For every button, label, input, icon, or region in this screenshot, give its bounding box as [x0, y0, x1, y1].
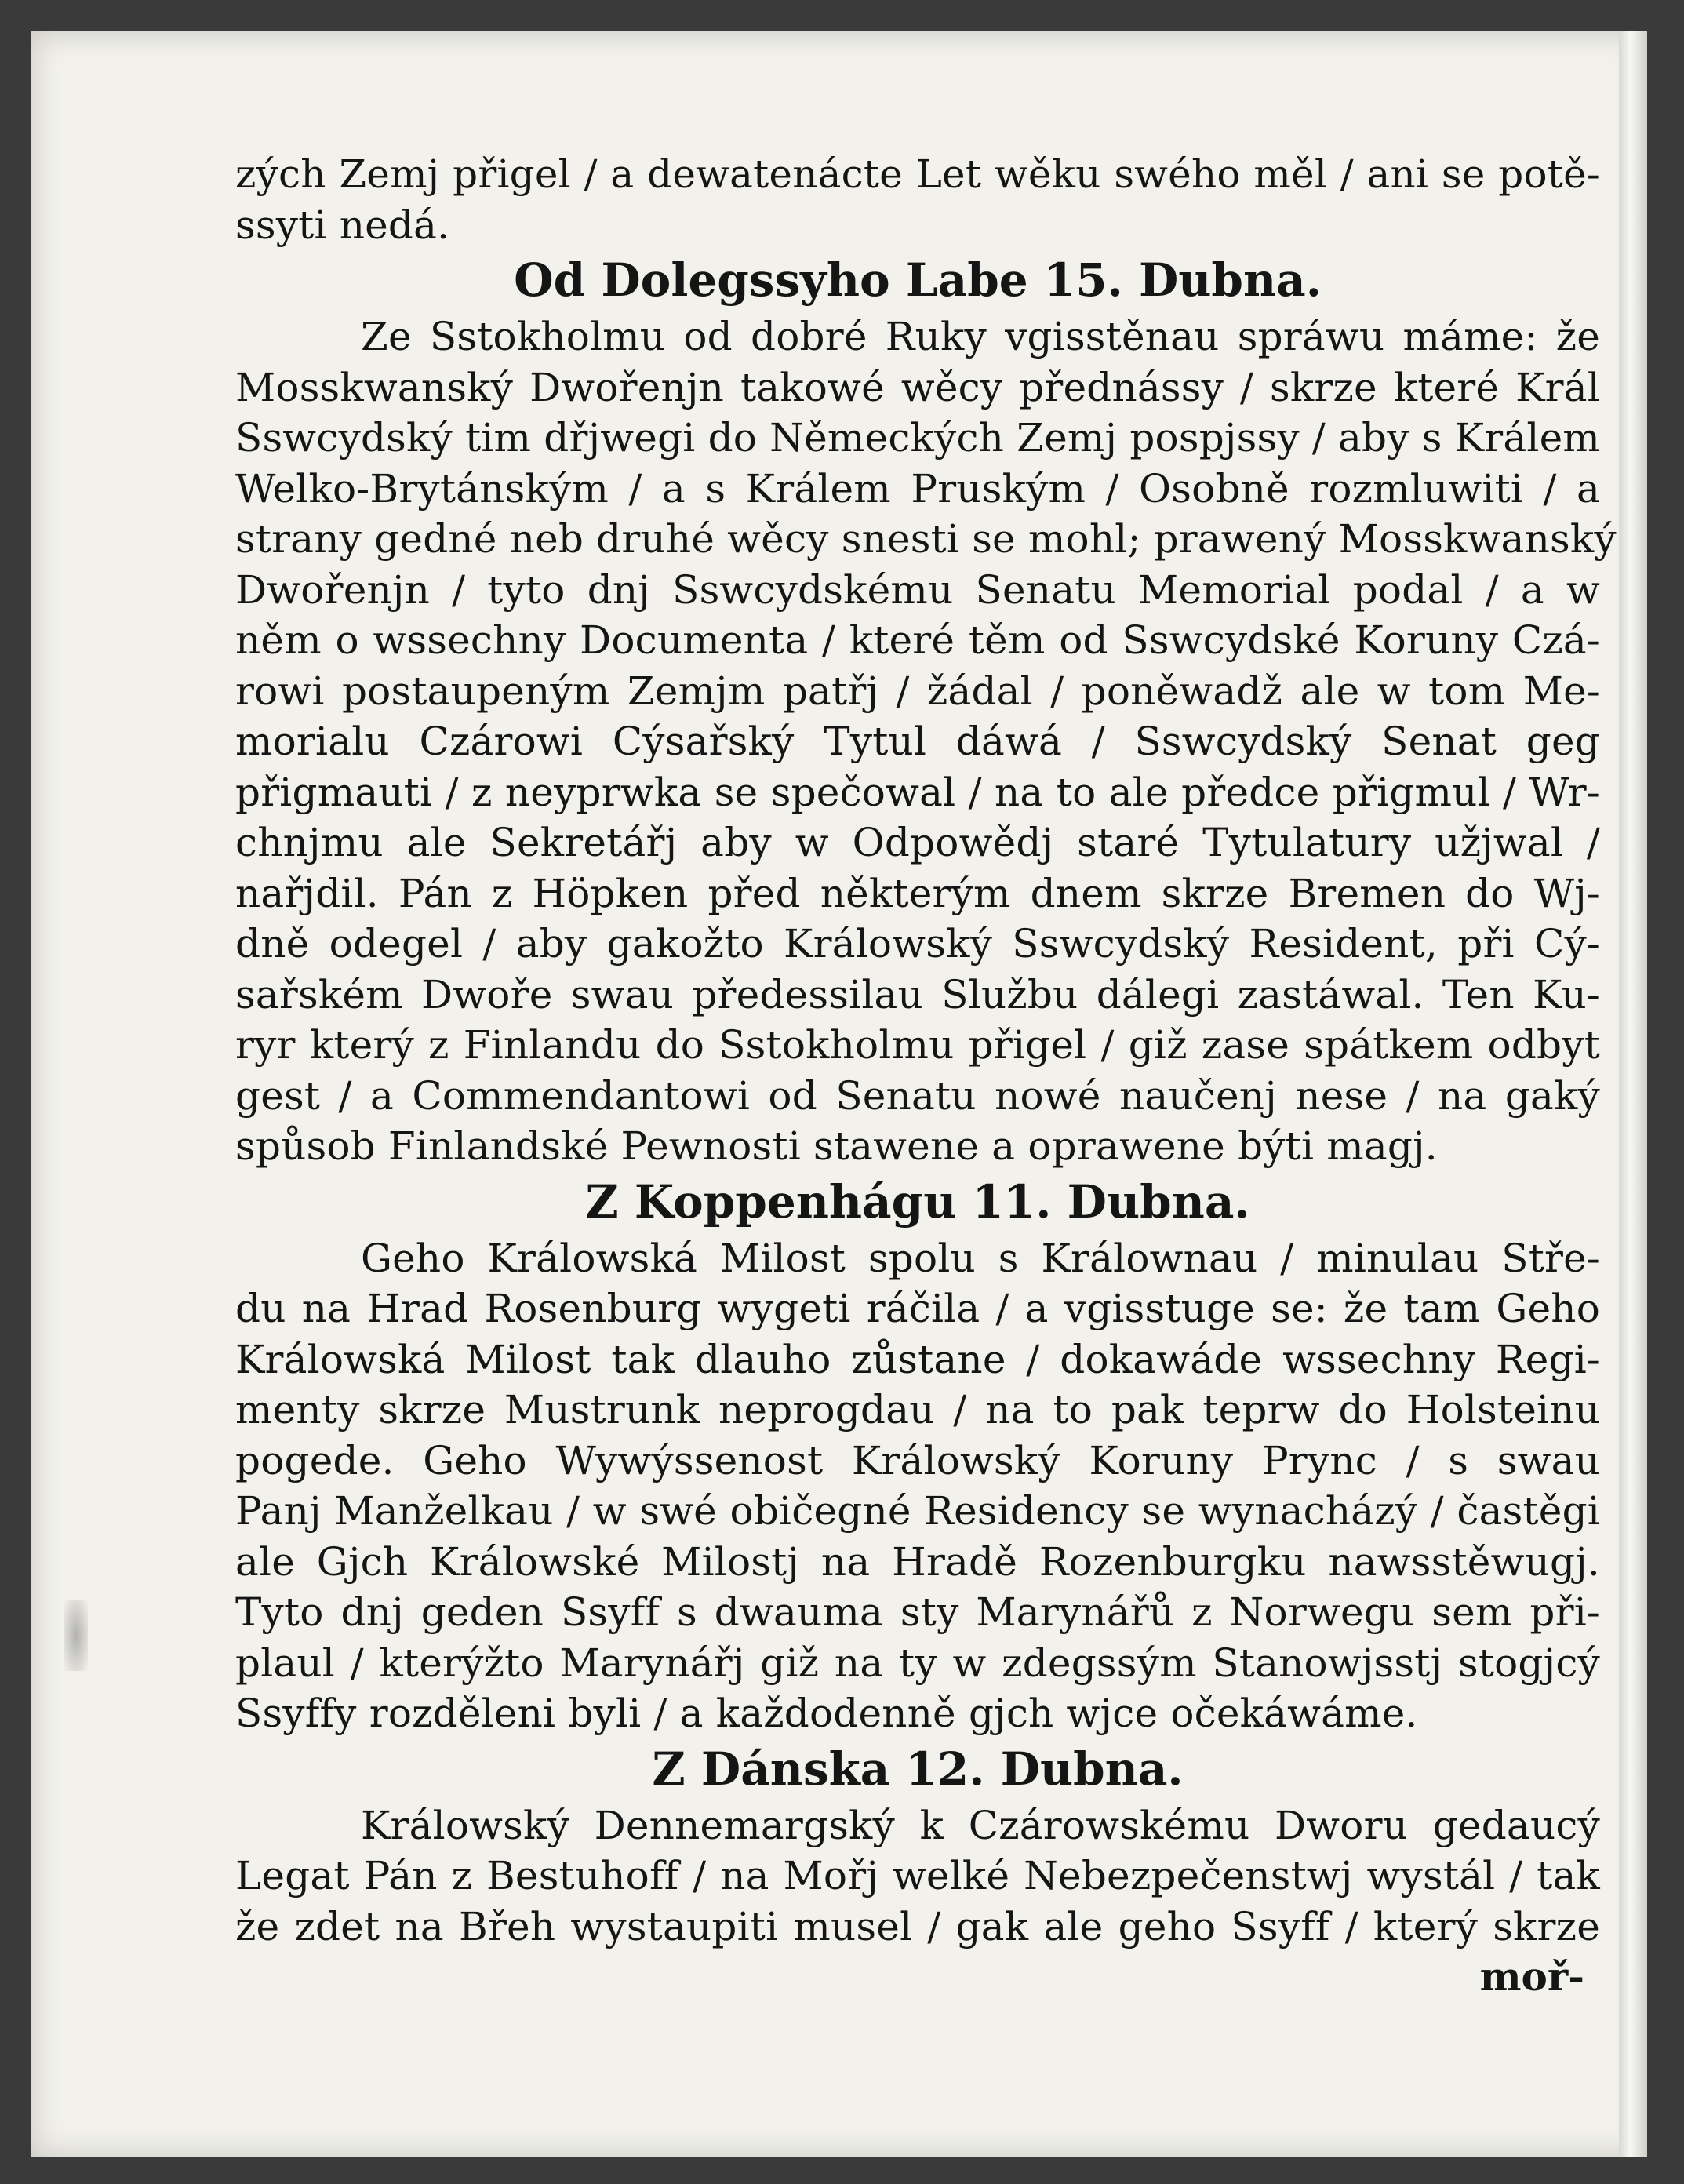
document-page	[31, 31, 1647, 2157]
text-line: pogede. Geho Wywýssenost Králowský Koruny Prync / s swau	[235, 1437, 1600, 1483]
text-line: dně odegel / aby gakožto Králowský Sswcydský Resident, při Cý-	[235, 921, 1600, 966]
text-line: strany gedné neb druhé wěcy snesti se mohl; prawený Mosskwanský	[235, 516, 1617, 562]
text-line: morialu Czárowi Cýsařský Tytul dáwá / Sswcydský Senat geg	[235, 719, 1600, 764]
text-line: chnjmu ale Sekretářj aby w Odpowědj staré Tytulatury užjwal /	[235, 820, 1600, 865]
text-line: ryr který z Finlandu do Sstokholmu přigel / giž zase spátkem odbyt	[235, 1022, 1600, 1068]
text-line: že zdet na Břeh wystaupiti musel / gak ale geho Ssyff / který skrze	[235, 1903, 1600, 1949]
text-line: Králowský Dennemargský k Czárowskému Dworu gedaucý	[361, 1802, 1600, 1848]
text-block	[235, 149, 1617, 2003]
text-line: rowi postaupeným Zemjm patřj / žádal / poněwadž ale w tom Me-	[235, 668, 1600, 714]
catchword: moř-	[1479, 1953, 1584, 2000]
text-line: něm o wssechny Documenta / které těm od Sswcydské Koruny Czá-	[235, 617, 1600, 663]
text-line: Ze Sstokholmu od dobré Ruky vgisstěnau spráwu máme: že	[361, 314, 1600, 359]
text-line: spůsob Finlandské Pewnosti stawene a oprawene býti magj.	[235, 1123, 1438, 1169]
text-line: Panj Manželkau / w swé običegné Residency se wynacházý / častěgi	[235, 1488, 1600, 1534]
text-line: Geho Králowská Milost spolu s Králownau / minulau Stře-	[361, 1235, 1600, 1281]
text-line: Králowská Milost tak dlauho zůstane / dokawáde wssechny Regi-	[235, 1336, 1600, 1382]
text-line: Dwořenjn / tyto dnj Sswcydskému Senatu Memorial podal / a w	[235, 566, 1600, 613]
section-heading: Z Dánska 12. Dubna.	[652, 1742, 1184, 1796]
text-line: zých Zemj přigel / a dewatenácte Let wěku swého měl / ani se potě-	[235, 151, 1600, 197]
text-line: plaul / kterýžto Marynářj giž na ty w zdegssým Stanowjsstj stogjcý	[235, 1640, 1600, 1686]
page-edge	[1619, 31, 1647, 2157]
text-line: gest / a Commendantowi od Senatu nowé naučenj nese / na gaký	[235, 1072, 1600, 1119]
text-line: Mosskwanský Dwořenjn takowé wěcy přednássy / skrze které Král	[235, 364, 1600, 410]
text-line: du na Hrad Rosenburg wygeti ráčila / a vgisstuge se: že tam Geho	[235, 1286, 1600, 1331]
text-line: Ssyffy rozděleni byli / a každodenně gjch wjce očekáwáme.	[235, 1691, 1418, 1736]
text-line: Legat Pán z Bestuhoff / na Mořj welké Nebezpečenstwj wystál / tak	[235, 1853, 1600, 1898]
text-line: ale Gjch Králowské Milostj na Hradě Rozenburgku nawsstěwugj.	[235, 1538, 1600, 1585]
text-line: Welko-Brytánským / a s Králem Pruským / Osobně rozmluwiti / a	[235, 465, 1600, 511]
text-line: sařském Dwoře swau předessilau Službu dálegi zastáwal. Ten Ku-	[235, 971, 1600, 1017]
section-heading: Od Dolegssyho Labe 15. Dubna.	[514, 253, 1322, 307]
section-heading: Z Koppenhágu 11. Dubna.	[585, 1174, 1250, 1228]
text-line: Tyto dnj geden Ssyff s dwauma sty Marynářů z Norwegu sem při-	[235, 1589, 1600, 1635]
text-line: přigmauti / z neyprwka se spečowal / na to ale předce přigmul / Wr-	[235, 769, 1600, 815]
text-line: ssyti nedá.	[235, 202, 450, 248]
text-line: menty skrze Mustrunk neprogdau / na to pak teprw do Holsteinu	[235, 1387, 1600, 1432]
text-line: Sswcydský tim dřjwegi do Německých Zemj pospjssy / aby s Králem	[235, 415, 1600, 460]
text-line: nařjdil. Pán z Höpken před některým dnem skrze Bremen do Wj-	[235, 870, 1600, 916]
ink-smudge	[64, 1600, 88, 1671]
